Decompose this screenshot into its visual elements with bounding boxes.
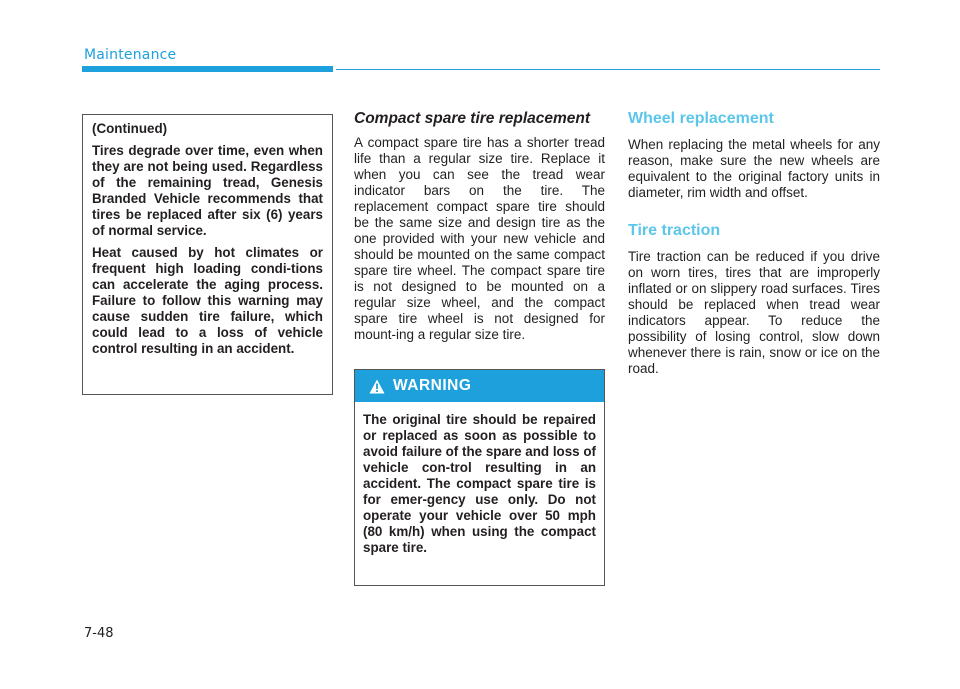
continued-label: (Continued)	[92, 121, 168, 136]
compact-spare-section	[354, 110, 605, 343]
header-rule-thin	[336, 69, 880, 70]
tire-traction-body: Tire traction can be reduced if you drive on worn tires, tires that are improperly inflated or on slippery road surfaces. Tires should be replaced when tread wear indicators appear. To reduce the possibility of losing control, slow down whenever there is rain, snow or ice on the road.	[628, 249, 880, 376]
wheel-replacement-heading: Wheel replacement	[628, 110, 774, 127]
compact-spare-body: A compact spare tire has a shorter tread life than a regular size tire. Replace it when you can see the tread wear indicator bars on the tire. The replacement compact spare tire should be the same size and design tire as the one provided with your new vehicle and should be mounted on the same compact spare tire wheel. The compact spare tire is not designed to be mounted on a regular size wheel, and the compact spare tire wheel is not designed for mount-ing a regular size tire.	[354, 135, 605, 342]
warning-body: The original tire should be repaired or replaced as soon as possible to avoid failure of the spare and loss of vehicle con-trol resulting in an accident. The compact spare tire is for emer-gency use only. Do not operate your vehicle over 50 mph (80 km/h) when using the compact spare tire.	[363, 412, 596, 555]
right-column	[628, 110, 880, 377]
wheel-replacement-body: When replacing the metal wheels for any reason, make sure the new wheels are equivalent to the original factory units in diameter, rim width and offset.	[628, 137, 880, 200]
header-rule-thick	[82, 66, 333, 72]
section-title: Maintenance	[84, 47, 177, 63]
continued-paragraph-1: Tires degrade over time, even when they are not being used. Regardless of the remaining tread, Genesis Branded Vehicle recommends that tires be replaced after six (6) years of normal service.	[92, 143, 323, 238]
page-number: 7-48	[84, 626, 114, 641]
warning-box	[354, 369, 605, 586]
warning-title: WARNING	[393, 377, 472, 394]
warning-header	[355, 370, 604, 402]
compact-spare-heading: Compact spare tire replacement	[354, 110, 591, 127]
continued-paragraph-2: Heat caused by hot climates or frequent high loading condi-tions can accelerate the aging process. Failure to follow this warning may cause sudden tire failure, which could lead to a loss of vehicle control resulting in an accident.	[92, 245, 323, 356]
continued-caution-box	[82, 114, 333, 395]
warning-triangle-icon	[369, 379, 385, 394]
tire-traction-heading: Tire traction	[628, 222, 721, 239]
